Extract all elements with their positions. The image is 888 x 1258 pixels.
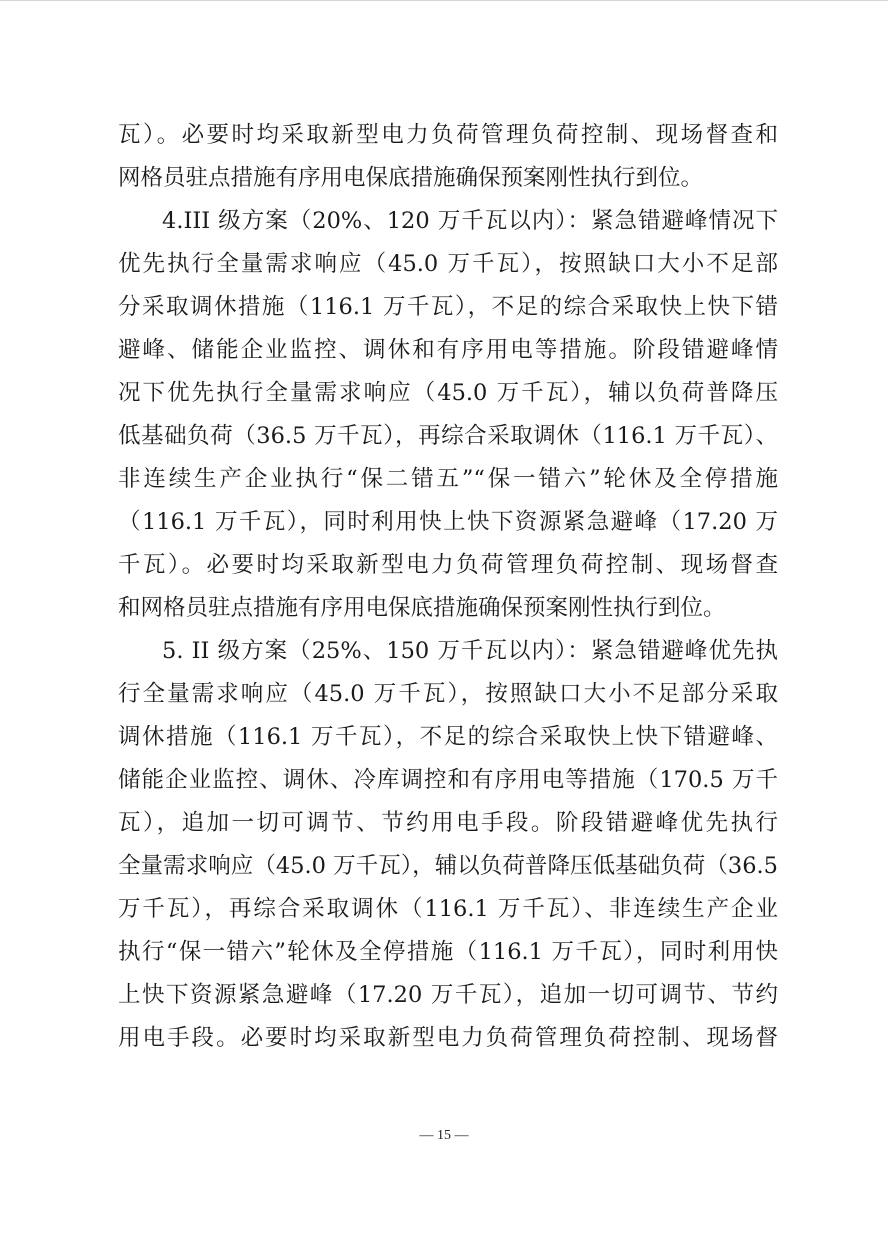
body-text-line: 上快下资源紧急避峰（17.20 万千瓦），追加一切可调节、节约	[118, 982, 778, 1008]
body-text-line: 分采取调休措施（116.1 万千瓦），不足的综合采取快上快下错	[118, 294, 778, 320]
body-text-line: （116.1 万千瓦），同时利用快上快下资源紧急避峰（17.20 万	[118, 509, 778, 535]
body-text-line: 调休措施（116.1 万千瓦），不足的综合采取快上快下错避峰、	[118, 724, 778, 750]
body-text-line: 况下优先执行全量需求响应（45.0 万千瓦），辅以负荷普降压	[118, 380, 778, 406]
body-text-line: 万千瓦），再综合采取调休（116.1 万千瓦）、非连续生产企业	[118, 896, 778, 922]
body-text-line: 优先执行全量需求响应（45.0 万千瓦），按照缺口大小不足部	[118, 251, 778, 277]
section-heading-level-ii: 5. II 级方案（25%、150 万千瓦以内）：紧急错避峰优先执	[162, 638, 778, 664]
body-text-line: 瓦），追加一切可调节、节约用电手段。阶段错避峰优先执行	[118, 810, 778, 836]
page-number: — 15 —	[419, 1128, 469, 1143]
body-text-line: 用电手段。必要时均采取新型电力负荷管理负荷控制、现场督	[118, 1025, 778, 1051]
body-text-line: 储能企业监控、调休、冷库调控和有序用电等措施（170.5 万千	[118, 767, 778, 793]
body-text-line: 瓦）。必要时均采取新型电力负荷管理负荷控制、现场督查和	[118, 122, 778, 148]
section-heading-level-iii: 4.III 级方案（20%、120 万千瓦以内）：紧急错避峰情况下	[162, 208, 778, 234]
body-text-line: 执行“保一错六”轮休及全停措施（116.1 万千瓦），同时利用快	[118, 939, 778, 965]
body-text-line: 行全量需求响应（45.0 万千瓦），按照缺口大小不足部分采取	[118, 681, 778, 707]
body-text-line: 非连续生产企业执行“保二错五”“保一错六”轮休及全停措施	[118, 466, 778, 492]
body-text-line: 避峰、储能企业监控、调休和有序用电等措施。阶段错避峰情	[118, 337, 778, 363]
body-text-line: 全量需求响应（45.0 万千瓦），辅以负荷普降压低基础负荷（36.5	[118, 853, 778, 879]
body-text-line: 和网格员驻点措施有序用电保底措施确保预案刚性执行到位。	[118, 595, 726, 621]
body-text-line: 网格员驻点措施有序用电保底措施确保预案刚性执行到位。	[118, 165, 704, 191]
body-text-line: 千瓦）。必要时均采取新型电力负荷管理负荷控制、现场督查	[118, 552, 778, 578]
body-text-line: 低基础负荷（36.5 万千瓦），再综合采取调休（116.1 万千瓦）、	[118, 423, 778, 449]
